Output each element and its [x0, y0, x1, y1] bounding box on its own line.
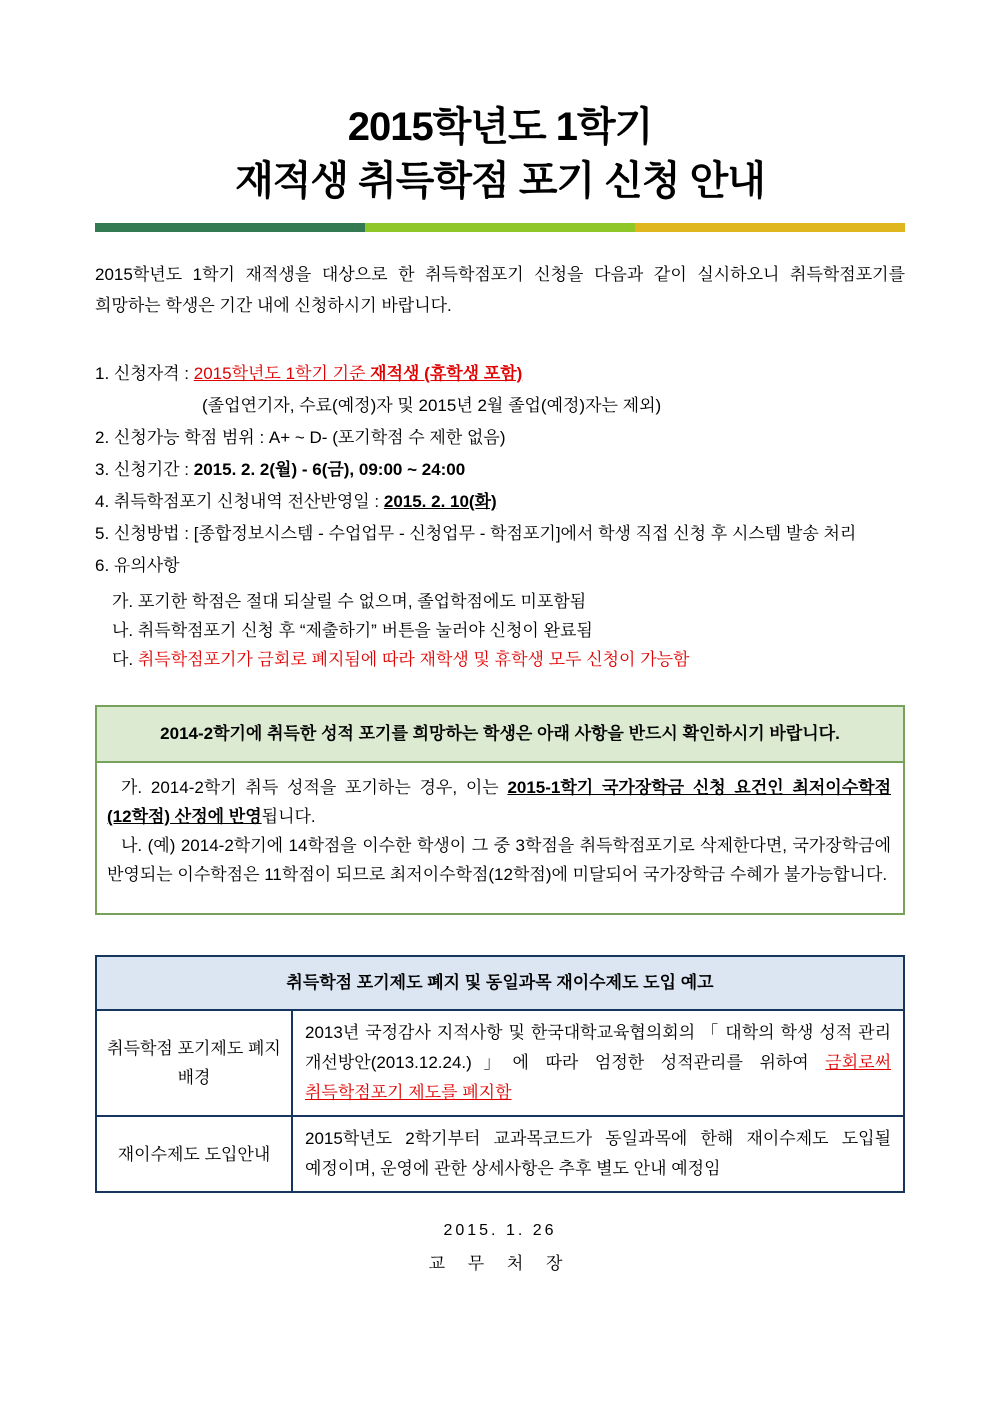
caution-note-da — [95, 645, 905, 674]
abolition-red-text: 금회로써 취득학점포기 제도를 폐지함 — [305, 1053, 891, 1102]
item-eligibility-label: 1. 신청자격 : — [95, 364, 194, 383]
item-application-period — [95, 454, 905, 486]
policy-row-abolition — [96, 1010, 904, 1116]
divider-segment-dark-green — [95, 223, 365, 232]
policy-table-header-row — [96, 956, 904, 1010]
item-reflection-date — [95, 486, 905, 518]
abolition-label-cell: 취득학점 포기제도 폐지 배경 — [96, 1010, 292, 1116]
item-application-method: 5. 신청방법 : [종합정보시스템 - 수업업무 - 신청업무 - 학점포기]에서 학생 직접 신청 후 시스템 발송 처리 — [95, 524, 857, 543]
item-grade-range: 2. 신청가능 학점 범위 : A+ ~ D- (포기학점 수 제한 없음) — [95, 428, 506, 447]
abolition-content-text: 2013년 국정감사 지적사항 및 한국대학교육협의회의 「 대학의 학생 성적 관리 개선방안(2013.12.24.)」에 따라 엄정한 성적관리를 위하여 — [305, 1023, 891, 1072]
reflection-date-label: 4. 취득학점포기 신청내역 전산반영일 : — [95, 492, 384, 511]
application-items — [95, 358, 905, 674]
scholarship-notice-header: 2014-2학기에 취득한 성적 포기를 희망하는 학생은 아래 사항을 반드시 확인하시기 바랍니다. — [97, 707, 903, 763]
eligibility-criteria-text: 2015학년도 1학기 기준 — [193, 364, 371, 383]
scholarship-para-1-emphasis: 2015-1학기 국가장학금 신청 요건인 최저이수학점(12학점) 산정에 반영 — [107, 778, 891, 826]
eligibility-exclusion-note: (졸업연기자, 수료(예정)자 및 2015년 2월 졸업(예정)자는 제외) — [202, 396, 662, 415]
scholarship-notice-box — [95, 705, 905, 915]
caution-note-da-red-text: 취득학점포기가 금회로 폐지됨에 따라 재학생 및 휴학생 모두 신청이 가능함 — [137, 650, 690, 669]
intro-paragraph: 2015학년도 1학기 재적생을 대상으로 한 취득학점포기 신청을 다음과 같이 실시하오니 취득학점포기를 희망하는 학생은 기간 내에 신청하시기 바랍니다. — [95, 265, 905, 315]
retake-content-cell — [292, 1116, 904, 1192]
scholarship-para-2: 나. (예) 2014-2학기에 14학점을 이수한 학생이 그 중 3학점을 취득학점포기로 삭제한다면, 국가장학금에 반영되는 이수학점은 11학점이 되므로 최저이수학점(12학점)에 미달되어 국가장학금 수혜가 불가능합니다. — [107, 836, 891, 884]
abolition-content-cell — [292, 1010, 904, 1116]
application-period-value: 2015. 2. 2(월) - 6(금), 09:00 ~ 24:00 — [193, 460, 466, 479]
policy-row-retake — [96, 1116, 904, 1192]
policy-table — [95, 955, 905, 1193]
page-title — [95, 100, 905, 208]
caution-notes — [95, 587, 905, 674]
item-cautions-heading: 6. 유의사항 — [95, 556, 180, 575]
scholarship-para-1-pre: 가. 2014-2학기 취득 성적을 포기하는 경우, 이는 — [121, 778, 508, 797]
footer-signature: 교 무 처 장 — [428, 1254, 572, 1273]
caution-note-ga: 가. 포기한 학점은 절대 되살릴 수 없으며, 졸업학점에도 미포함됨 — [112, 592, 587, 611]
caution-note-da-label: 다. — [112, 650, 138, 669]
application-period-label: 3. 신청기간 : — [95, 460, 194, 479]
policy-table-header: 취득학점 포기제도 폐지 및 동일과목 재이수제도 도입 예고 — [96, 956, 904, 1010]
scholarship-para-1-post: 됩니다. — [261, 807, 316, 826]
eligibility-criteria-bold-text: 재적생 (휴학생 포함) — [370, 364, 523, 383]
title-line2: 재적생 취득학점 포기 신청 안내 — [235, 159, 765, 203]
caution-note-na: 나. 취득학점포기 신청 후 “제출하기” 버튼을 눌러야 신청이 완료됨 — [112, 621, 593, 640]
scholarship-notice-body — [97, 763, 903, 913]
divider-segment-light-green — [365, 223, 635, 232]
retake-label-cell: 재이수제도 도입안내 — [96, 1116, 292, 1192]
item-eligibility — [95, 358, 905, 390]
divider-bar — [95, 223, 905, 232]
footer-date: 2015. 1. 26 — [443, 1222, 557, 1239]
divider-segment-gold — [635, 223, 905, 232]
reflection-date-value: 2015. 2. 10(화) — [383, 492, 497, 511]
scholarship-para-1 — [107, 773, 891, 831]
retake-content-text: 2015학년도 2학기부터 교과목코드가 동일과목에 한해 재이수제도 도입될 예정이며, 운영에 관한 상세사항은 추후 별도 안내 예정임 — [305, 1129, 891, 1178]
title-line1: 2015학년도 1학기 — [347, 105, 653, 149]
